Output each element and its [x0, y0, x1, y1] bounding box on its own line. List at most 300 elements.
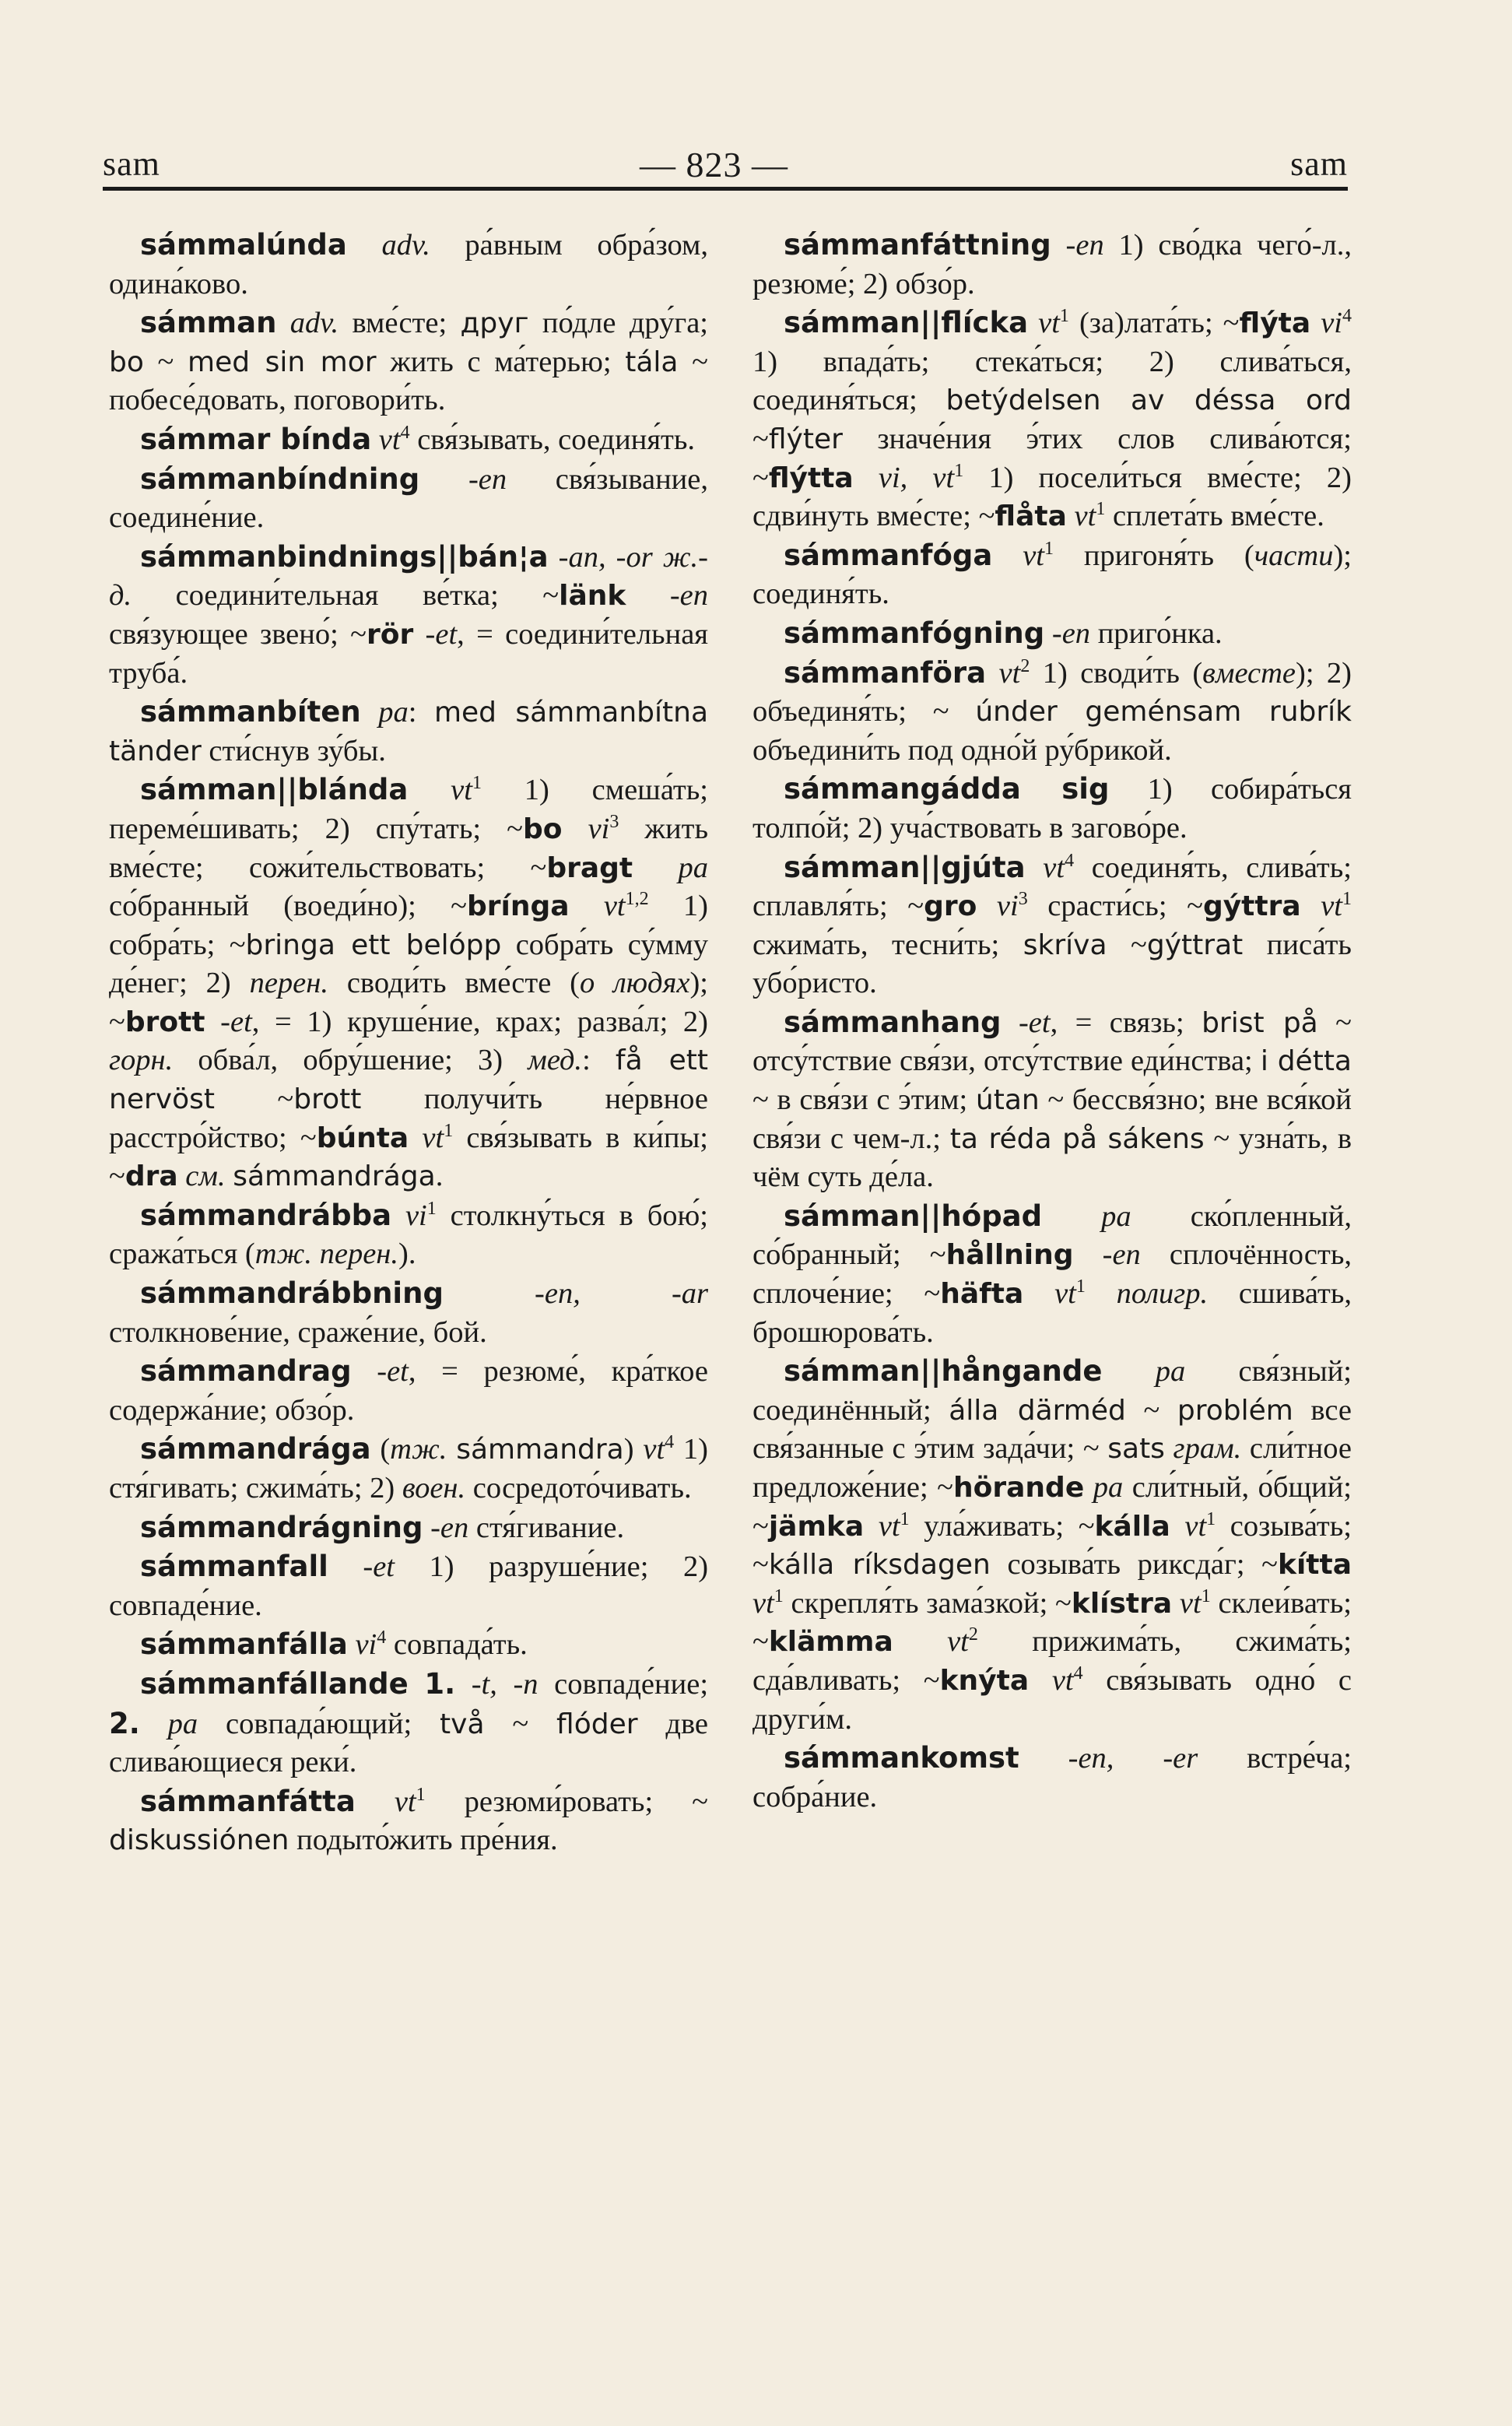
grammar-label: vt [1051, 1663, 1074, 1697]
definition-text [140, 1708, 168, 1740]
swedish-text: med sin mor [188, 346, 377, 378]
dictionary-entry [752, 848, 1352, 1003]
definition-text [447, 1433, 456, 1466]
definition-text: : [582, 1044, 616, 1077]
dictionary-entry [109, 1782, 708, 1860]
definition-text: 1) стя́гивать; сжима́ть; 2) [109, 1433, 709, 1504]
superscript: 1,2 [625, 889, 649, 910]
swedish-text: brott [293, 1083, 362, 1116]
headword: sámman [140, 306, 277, 340]
definition-text: столкну́ться в бою́; сража́ться ( [109, 1199, 709, 1271]
definition-text: ~ отсу́тствие свя́зи, отсу́тствие еди́нства; [752, 1006, 1352, 1078]
grammar-label: -en, -ar [535, 1277, 708, 1311]
definition-text: ~ [752, 422, 769, 455]
sub-headword: knýta [939, 1664, 1030, 1697]
sub-headword: hörande [953, 1472, 1085, 1504]
definition-text [1023, 1277, 1054, 1310]
definition-text [1042, 1200, 1101, 1233]
definition-text: , = связь; [1050, 1006, 1202, 1039]
definition-text [409, 1668, 425, 1701]
grammar-label: -en, -er [1068, 1742, 1198, 1775]
definition-text: собра́ть су́мму де́нег; 2) [109, 928, 708, 1000]
sub-headword: rör [366, 618, 414, 651]
headword: sámmanfáttning [784, 228, 1051, 262]
headword: sámmanbíten [140, 695, 361, 729]
sub-headword: häfta [940, 1278, 1024, 1311]
definition-text: свя́зывать одно́ с други́м. [752, 1663, 1352, 1736]
grammar-label: vi [1321, 307, 1343, 340]
sub-headword: dra [125, 1160, 178, 1193]
definition-text: соедини́тельная ве́тка; ~ [132, 579, 560, 613]
grammar-label: pa [167, 1707, 198, 1740]
definition-text: 1) разруше́ние; 2) совпаде́ние. [109, 1550, 709, 1622]
headword: sámmanhang [784, 1005, 1002, 1039]
definition-text: встре́ча; собра́ние. [752, 1742, 1352, 1813]
grammar-label: вместе [1202, 656, 1296, 690]
definition-text [549, 541, 559, 574]
sub-headword: kítta [1278, 1549, 1352, 1582]
definition-text [413, 618, 425, 651]
definition-text: ) [623, 1433, 644, 1466]
grammar-label: -t, -n [471, 1667, 538, 1701]
sub-headword: gro [924, 890, 977, 923]
swedish-text: skríva [1023, 929, 1107, 961]
grammar-label: vt [451, 774, 472, 807]
grammar-label: горн. [109, 1044, 174, 1077]
sub-headword: búnta [316, 1122, 409, 1154]
definition-text [977, 890, 997, 922]
superscript: 1 [416, 1784, 426, 1805]
definition-text [1029, 1664, 1052, 1697]
headword: sámmanfálla [140, 1627, 348, 1662]
dictionary-entry [752, 1197, 1352, 1352]
dictionary-entry [109, 1352, 708, 1430]
superscript: 1 [1206, 1508, 1216, 1529]
grammar-label: vt [422, 1121, 444, 1154]
definition-text: пригоня́ть ( [1054, 539, 1254, 572]
left-column [109, 226, 708, 1860]
definition-text: ~ [1107, 928, 1147, 961]
grammar-label: adv. [289, 307, 339, 340]
definition-text [1301, 890, 1321, 922]
grammar-label: -et [377, 1355, 409, 1389]
swedish-text: problém [1177, 1394, 1293, 1427]
definition-text: ~ узна́ть, в чём суть де́ла. [752, 1122, 1352, 1194]
definition-text: ~ побесе́довать, поговори́ть. [109, 345, 708, 417]
definition-text: 1) своди́ть ( [1030, 656, 1203, 690]
definition-text: 1) собира́ться толпо́й; 2) уча́ствовать в загово́ре. [752, 773, 1352, 844]
grammar-label: -en [669, 579, 708, 613]
dictionary-entry [752, 1352, 1352, 1739]
definition-text [408, 774, 451, 806]
grammar-label: vt [1179, 1586, 1202, 1620]
superscript: 2 [1020, 655, 1030, 676]
swedish-text: flýter [768, 423, 843, 455]
sub-headword: klístra [1071, 1587, 1173, 1620]
superscript: 1 [426, 1199, 437, 1220]
sub-headword: flýta [1239, 307, 1311, 340]
grammar-label: мед. [528, 1044, 583, 1077]
headword: sámmandrag [140, 1354, 352, 1389]
superscript: 1 [774, 1585, 784, 1606]
grammar-label: vi [588, 812, 610, 845]
headword: sámmanfógning [784, 616, 1045, 650]
definition-text: получи́ть не́рвное расстро́йство; ~ [109, 1083, 708, 1154]
swedish-text: álla därméd [949, 1394, 1126, 1427]
definition-text: склеи́вать; ~ [752, 1586, 1352, 1659]
grammar-label: -et [425, 617, 458, 651]
grammar-label: vi [405, 1199, 427, 1232]
dictionary-entry [109, 693, 708, 771]
definition-text: ~ [484, 1707, 557, 1740]
definition-text: 1) сво́дка чего́-л., резюме́; 2) обзо́р. [752, 229, 1352, 300]
dictionary-entry [752, 226, 1352, 304]
swedish-text: flóder [556, 1708, 638, 1740]
definition-text: сплета́ть вме́сте. [1105, 500, 1324, 533]
headword: sámmanföra [784, 655, 987, 690]
definition-text: 1) смеша́ть; переме́шивать; 2) спу́тать; ~ [109, 774, 708, 845]
grammar-label: vt [947, 1625, 969, 1659]
definition-text [423, 1511, 430, 1544]
dictionary-entry [109, 1665, 708, 1782]
dictionary-entry [752, 1739, 1352, 1817]
definition-text [626, 579, 670, 612]
definition-text: скрепля́ть зама́зкой; ~ [783, 1586, 1072, 1620]
grammar-label: -en [1102, 1238, 1141, 1272]
definition-text: ). [398, 1238, 416, 1271]
definition-text [1002, 1006, 1019, 1039]
definition-text [1086, 1277, 1117, 1310]
definition-text: соединя́ть, слива́ть; сплавля́ть; ~ [752, 851, 1352, 923]
grammar-label: pa [1155, 1355, 1186, 1389]
definition-text [444, 1277, 535, 1310]
definition-text [1019, 1742, 1068, 1775]
definition-text [409, 1122, 422, 1154]
definition-text [391, 1199, 405, 1232]
definition-text: по́дле дру́га; [528, 307, 708, 340]
definition-text [1310, 307, 1321, 339]
definition-text: 1) посели́ться вме́сте; 2) сдви́нуть вме́сте; ~ [752, 461, 1352, 533]
sub-headword: brínga [466, 890, 570, 923]
definition-text: , = 1) круше́ние, крах; разва́л; 2) [251, 1005, 708, 1038]
superscript: 1 [1096, 499, 1106, 520]
grammar-label: adv. [381, 229, 430, 262]
header-rule [103, 187, 1348, 191]
definition-text [226, 1160, 233, 1192]
superscript: 1 [1075, 1276, 1086, 1297]
swedish-text: två [440, 1708, 485, 1740]
definition-text: совпада́ть. [386, 1628, 528, 1662]
definition-text: сли́тное предложе́ние; ~ [752, 1432, 1352, 1504]
sub-headword: gýttra [1202, 890, 1301, 923]
grammar-label: vt [394, 1785, 416, 1818]
definition-text [570, 890, 604, 922]
swedish-text: med sámmanbítna tänder [109, 697, 709, 767]
grammar-label: vt [1023, 539, 1045, 572]
definition-text: совпада́ющий; [198, 1707, 440, 1740]
definition-text [455, 1668, 472, 1701]
headword: sámmandrága [140, 1432, 371, 1466]
definition-text: , = резюме́, кра́ткое содержа́ние; обзо́р. [109, 1355, 708, 1427]
definition-text: свя́зывать в ки́пы; ~ [109, 1121, 709, 1193]
definition-text [328, 1550, 363, 1583]
swedish-text: få ett nervöst [109, 1044, 709, 1116]
grammar-label: pa [1101, 1199, 1131, 1233]
grammar-label: тж. [390, 1433, 447, 1466]
swedish-text: únder geménsam rubrík [975, 696, 1352, 729]
dictionary-entry [752, 770, 1352, 848]
headword: sámmanbindnings||bán¦a [140, 539, 549, 574]
headword: sámmangádda sig [784, 772, 1110, 806]
definition-text [633, 851, 678, 884]
grammar-label: -et [220, 1005, 252, 1038]
superscript: 4 [1065, 850, 1075, 871]
definition-text [371, 423, 379, 456]
definition-text [864, 1510, 879, 1543]
definition-text: (за)лата́ть; ~ [1068, 307, 1240, 340]
definition-text: ~ бессвя́зно; вне вся́кой свя́зи с чем-л.; [752, 1083, 1352, 1155]
definition-text: ра́вным обра́зом, одина́ково. [109, 229, 708, 300]
definition-text [205, 1006, 221, 1038]
grammar-label: vt [643, 1433, 665, 1466]
grammar-label: части [1254, 539, 1334, 572]
definition-text [352, 1355, 377, 1388]
definition-text: обва́л, обру́шение; 3) [173, 1044, 528, 1077]
dictionary-entry [109, 304, 708, 420]
swedish-text: bringa ett belópp [245, 929, 502, 961]
grammar-label: -en [1065, 229, 1104, 262]
definition-text [1051, 229, 1066, 262]
grammar-label: vi [355, 1628, 377, 1662]
grammar-label: vt [998, 656, 1021, 690]
superscript: 4 [400, 423, 410, 444]
headword: 2. [109, 1706, 140, 1740]
superscript: 1 [444, 1120, 454, 1141]
definition-text: ); соединя́ть. [752, 539, 1352, 611]
grammar-label: -en [468, 462, 507, 496]
sub-headword: bragt [546, 851, 633, 884]
sub-headword: kálla [1094, 1510, 1170, 1543]
swedish-text: brist på [1202, 1006, 1318, 1039]
swedish-text: kálla ríksdagen [768, 1549, 991, 1582]
definition-text [1172, 1587, 1180, 1620]
definition-text [1170, 1510, 1185, 1543]
headword: sámmar bínda [140, 422, 372, 456]
running-head-right: sam [1290, 145, 1348, 183]
superscript: 1 [472, 773, 482, 794]
superscript: 4 [1342, 306, 1352, 327]
headword: sámmankomst [784, 1741, 1019, 1775]
definition-text [1074, 1238, 1103, 1271]
definition-text: со́бранный (воеди́но); ~ [109, 890, 467, 923]
superscript: 2 [968, 1624, 978, 1645]
superscript: 1 [900, 1508, 910, 1529]
definition-text [893, 1625, 947, 1658]
sub-headword: flåta [995, 500, 1067, 533]
grammar-label: pa [378, 696, 409, 729]
page-number: — 823 — [640, 145, 788, 184]
grammar-label: тж. перен. [254, 1238, 399, 1271]
definition-text: приго́нка. [1090, 616, 1223, 650]
grammar-label: pa [678, 851, 708, 884]
sub-headword: länk [559, 580, 626, 613]
definition-text: сплочённость, сплоче́ние; ~ [752, 1238, 1352, 1311]
definition-text [563, 813, 588, 845]
definition-text: ); ~ [109, 967, 708, 1038]
definition-text: ); 2) объединя́ть; ~ [752, 656, 1352, 729]
definition-text: объедини́ть под одно́й ру́брикой. [752, 733, 1172, 767]
definition-text: резюми́ровать; ~ [425, 1785, 708, 1818]
definition-text: сосредото́чивать. [465, 1472, 692, 1504]
headword: sámmalúnda [140, 228, 347, 262]
definition-text [348, 1628, 356, 1661]
headword: sámmandrágning [140, 1510, 423, 1544]
grammar-label: полигр. [1116, 1277, 1209, 1311]
dictionary-entry [109, 460, 708, 538]
definition-text [276, 307, 289, 339]
grammar-label: vt [1184, 1509, 1207, 1543]
grammar-label: -en [430, 1511, 469, 1544]
definition-text: жить с ма́терью; [376, 345, 626, 378]
headword: sámmandrábbning [140, 1276, 444, 1311]
definition-text [854, 462, 879, 494]
superscript: 3 [1018, 889, 1028, 910]
definition-text: созыва́ть; ~ [752, 1509, 1352, 1582]
grammar-label: vt [1043, 851, 1065, 884]
headword: sámmanfóga [784, 538, 993, 572]
running-head [103, 136, 1348, 191]
grammar-label: -et [1018, 1006, 1051, 1039]
dictionary-entry [109, 1625, 708, 1665]
definition-text: жить вме́сте; сожи́тельствовать; ~ [109, 812, 709, 884]
definition-text: стя́гивание. [468, 1511, 625, 1544]
definition-text: совпаде́ние; [538, 1667, 709, 1701]
definition-text: ~ [214, 1083, 294, 1116]
grammar-label: перен. [249, 967, 328, 1000]
grammar-label: vi, vt [878, 461, 955, 494]
definition-text: ( [370, 1433, 391, 1466]
grammar-label: воен. [402, 1472, 466, 1504]
dictionary-entry [109, 771, 708, 1196]
definition-text [1165, 1432, 1173, 1465]
headword: sámmanfátta [140, 1784, 356, 1818]
definition-text: созыва́ть риксда́г; ~ [990, 1548, 1278, 1582]
headword: sámman||hópad [784, 1199, 1043, 1233]
definition-text [1026, 851, 1044, 884]
headword: sámman||blánda [140, 773, 409, 807]
grammar-label: -et [363, 1550, 395, 1584]
grammar-label: см. [185, 1160, 226, 1193]
definition-text: свя́зный; соединённый; [752, 1355, 1352, 1427]
dictionary-entry [109, 1547, 708, 1625]
swedish-text: sats [1107, 1433, 1165, 1466]
definition-text [1067, 500, 1075, 532]
definition-text: 1) впада́ть; стека́ться; 2) слива́ться, соединя́ться; [752, 345, 1352, 417]
headword: sámman||flícka [784, 306, 1029, 340]
dictionary-entry [109, 1274, 708, 1352]
sub-headword: flýtta [768, 462, 854, 494]
definition-text [986, 657, 998, 690]
definition-text: прижима́ть, сжима́ть; сда́вливать; ~ [752, 1625, 1352, 1697]
definition-text: подыто́жить пре́ния. [289, 1824, 558, 1857]
grammar-label: vt [1074, 500, 1096, 533]
sub-headword: hållning [945, 1239, 1074, 1272]
headword: sámman||hångande [784, 1354, 1103, 1389]
headword: sámmanbíndning [140, 462, 420, 496]
definition-text [1028, 307, 1038, 339]
superscript: 1 [1059, 306, 1069, 327]
grammar-label: vt [1038, 307, 1060, 340]
swedish-text: sámmandra [456, 1434, 624, 1466]
definition-text: ~ [143, 345, 188, 378]
definition-text: сли́тный, о́бщий; ~ [752, 1471, 1352, 1543]
superscript: 4 [377, 1627, 387, 1648]
superscript: 1 [954, 460, 964, 481]
definition-text: ~ [1125, 1393, 1177, 1427]
superscript: 4 [665, 1432, 675, 1453]
definition-text: ско́пленный, со́бранный; ~ [752, 1199, 1352, 1272]
right-column [752, 226, 1352, 1817]
definition-text: свя́зующее звено́; ~ [109, 617, 367, 651]
definition-text: сжима́ть, тесни́ть; [752, 928, 1023, 961]
headword: sámmanfall [140, 1550, 328, 1584]
dictionary-entry [752, 614, 1352, 654]
superscript: 1 [1044, 538, 1054, 559]
definition-text [1102, 1355, 1155, 1388]
dictionary-entry [109, 226, 708, 304]
definition-text: своди́ть вме́сте ( [328, 967, 580, 1000]
swedish-text: gýttrat [1146, 929, 1244, 961]
sub-headword: bo [523, 813, 563, 845]
definition-text: , = соедини́тельная труба́. [109, 617, 708, 690]
definition-text [347, 229, 382, 262]
definition-text [1084, 1471, 1093, 1504]
swedish-text: друг [460, 307, 529, 340]
definition-text: . [435, 1160, 444, 1193]
sub-headword: brott [125, 1006, 205, 1038]
headword: sámmanfállande [140, 1666, 409, 1701]
swedish-text: ta réda på sákens [949, 1122, 1205, 1155]
definition-text: ула́живать; ~ [909, 1509, 1095, 1543]
definition-text [361, 696, 379, 729]
dictionary-entry [752, 654, 1352, 771]
grammar-label: vi [996, 890, 1019, 923]
grammar-label: vt [878, 1509, 900, 1543]
swedish-text: betýdelsen av déssa ord [945, 384, 1352, 417]
definition-text: срасти́сь; ~ [1027, 890, 1203, 923]
headword: sámmandrábba [140, 1198, 392, 1232]
definition-text [356, 1785, 395, 1818]
definition-text: ~ в свя́зи с э́тим; [752, 1083, 976, 1117]
grammar-label: pa [1093, 1471, 1124, 1504]
definition-text [419, 463, 468, 496]
dictionary-entry [109, 1196, 708, 1274]
dictionary-entry [109, 420, 708, 460]
definition-text [178, 1160, 186, 1192]
headword: sámman||gjúta [784, 850, 1026, 884]
grammar-label: vt [603, 890, 626, 923]
definition-text: столкнове́ние, сраже́ние, бой. [109, 1315, 487, 1349]
definition-text [1044, 617, 1052, 650]
superscript: 1 [1201, 1585, 1211, 1606]
dictionary-entry [109, 1430, 708, 1508]
definition-text: вме́сте; [339, 307, 461, 340]
swedish-text: sámmandrága [233, 1160, 436, 1193]
grammar-label: -en [1051, 616, 1091, 650]
headword: 1. [424, 1666, 456, 1701]
dictionary-entry [752, 536, 1352, 614]
superscript: 4 [1073, 1663, 1083, 1684]
